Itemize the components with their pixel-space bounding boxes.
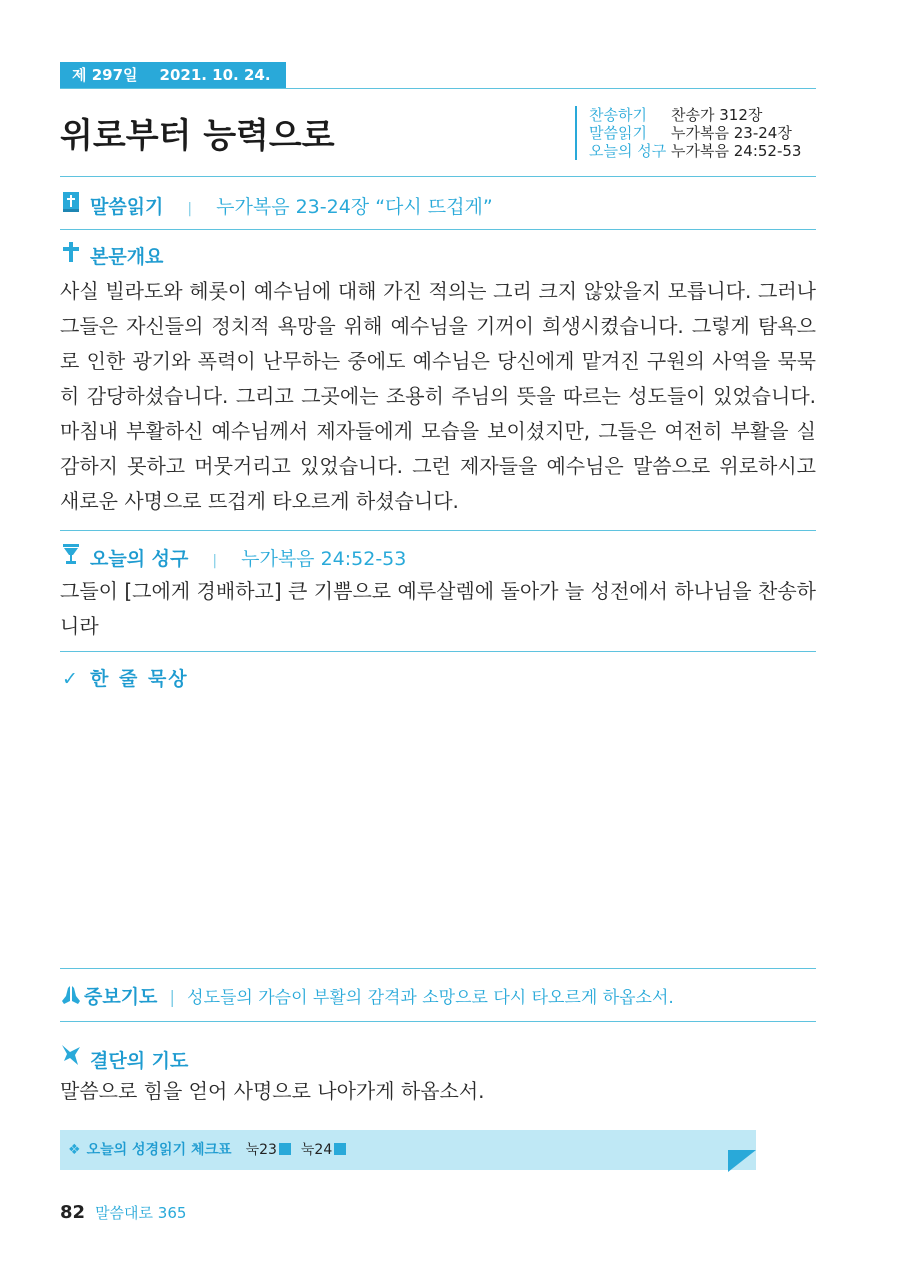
verse-text: 그들이 [그에게 경배하고] 큰 기쁨으로 예루살렘에 돌아가 늘 성전에서 하나님을 찬송하니라 bbox=[60, 579, 816, 638]
intercession-text: 성도들의 가슴이 부활의 감격과 소망으로 다시 타오르게 하옵소서. bbox=[187, 988, 674, 1008]
divider bbox=[60, 229, 816, 230]
day-number: 제 297일 bbox=[72, 66, 138, 84]
header-rule bbox=[60, 88, 816, 89]
bible-icon bbox=[60, 191, 82, 218]
dove-icon bbox=[60, 1043, 82, 1072]
page-title: 위로부터 능력으로 bbox=[60, 116, 335, 156]
divider bbox=[60, 651, 816, 652]
resolution-heading bbox=[60, 1043, 188, 1073]
chalice-icon bbox=[60, 543, 82, 570]
verse-heading: 오늘의 성구 | 누가복음 24:52-53 bbox=[60, 543, 406, 571]
date: 2021. 10. 24. 주 bbox=[72, 66, 271, 110]
info-box bbox=[575, 106, 801, 160]
reading-subtitle: 누가복음 23-24장 “다시 뜨겁게” bbox=[216, 196, 493, 218]
diamond-icon: ❖ bbox=[68, 1142, 81, 1158]
page-fold-corner bbox=[728, 1150, 756, 1172]
meditation-heading bbox=[60, 664, 189, 691]
meditation-writing-area[interactable] bbox=[60, 700, 816, 960]
reading-heading: 말씀읽기 | 누가복음 23-24장 “다시 뜨겁게” bbox=[60, 191, 493, 219]
info-row-reading: 말씀읽기 누가복음 23-24장 bbox=[589, 124, 792, 142]
divider bbox=[60, 176, 816, 177]
meditation-label: 한 줄 묵상 bbox=[90, 668, 189, 690]
reading-label: 말씀읽기 bbox=[90, 196, 164, 218]
checklist-item[interactable]: 눅23 bbox=[246, 1142, 291, 1158]
info-row-hymn: 찬송하기 찬송가 312장 bbox=[589, 106, 763, 124]
divider bbox=[60, 968, 816, 969]
checkbox-icon[interactable] bbox=[279, 1143, 291, 1155]
intercession-row: 중보기도 | 성도들의 가슴이 부활의 감격과 소망으로 다시 타오르게 하옵소서. bbox=[60, 982, 674, 1011]
check-icon: ✓ bbox=[62, 668, 80, 690]
info-row-verse: 오늘의 성구 누가복음 24:52-53 bbox=[589, 142, 802, 160]
date-badge bbox=[60, 62, 286, 110]
divider bbox=[60, 530, 816, 531]
page-number: 82 bbox=[60, 1202, 86, 1223]
verse-label: 오늘의 성구 bbox=[90, 548, 189, 570]
page-footer bbox=[60, 1202, 186, 1223]
checkbox-icon[interactable] bbox=[334, 1143, 346, 1155]
overview-text: 사실 빌라도와 헤롯이 예수님에 대해 가진 적의는 그리 크지 않았을지 모릅니다. 그러나 그들은 자신들의 정치적 욕망을 위해 예수님을 기꺼이 희생시켰습니다. 그렇게 탐욕으로 인한 광기와 폭력이 난무하는 중에도 예수님은 당신에게 맡겨진 구원의 사역을 묵묵히 감당하셨습니다. 그리고 그곳에는 조용히 주님의 뜻을 따르는 성도들이 있었습니다. 마침내 부활하신 예수님께서 제자들에게 모습을 보이셨지만, 그들은 여전히 부활을 실감하지 못하고 머뭇거리고 있었습니다. 그런 제자들을 예수님은 말씀으로 위로하시고 새로운 사명으로 뜨겁게 타오르게 하셨습니다. bbox=[60, 279, 816, 513]
checklist-item[interactable]: 눅24 bbox=[301, 1142, 346, 1158]
resolution-text: 말씀으로 힘을 얻어 사명으로 나아가게 하옵소서. bbox=[60, 1079, 485, 1103]
divider bbox=[60, 1021, 816, 1022]
overview-heading bbox=[60, 241, 163, 269]
verse-ref: 누가복음 24:52-53 bbox=[241, 548, 407, 570]
praying-hands-icon bbox=[60, 984, 84, 1011]
reading-checklist bbox=[60, 1130, 756, 1170]
cross-icon bbox=[60, 241, 82, 268]
intercession-label: 중보기도 bbox=[84, 986, 158, 1008]
book-title: 말씀대로 365 bbox=[95, 1204, 187, 1222]
checklist-label: 오늘의 성경읽기 체크표 bbox=[86, 1142, 232, 1158]
overview-label: 본문개요 bbox=[90, 246, 164, 268]
resolution-label: 결단의 기도 bbox=[90, 1050, 189, 1072]
